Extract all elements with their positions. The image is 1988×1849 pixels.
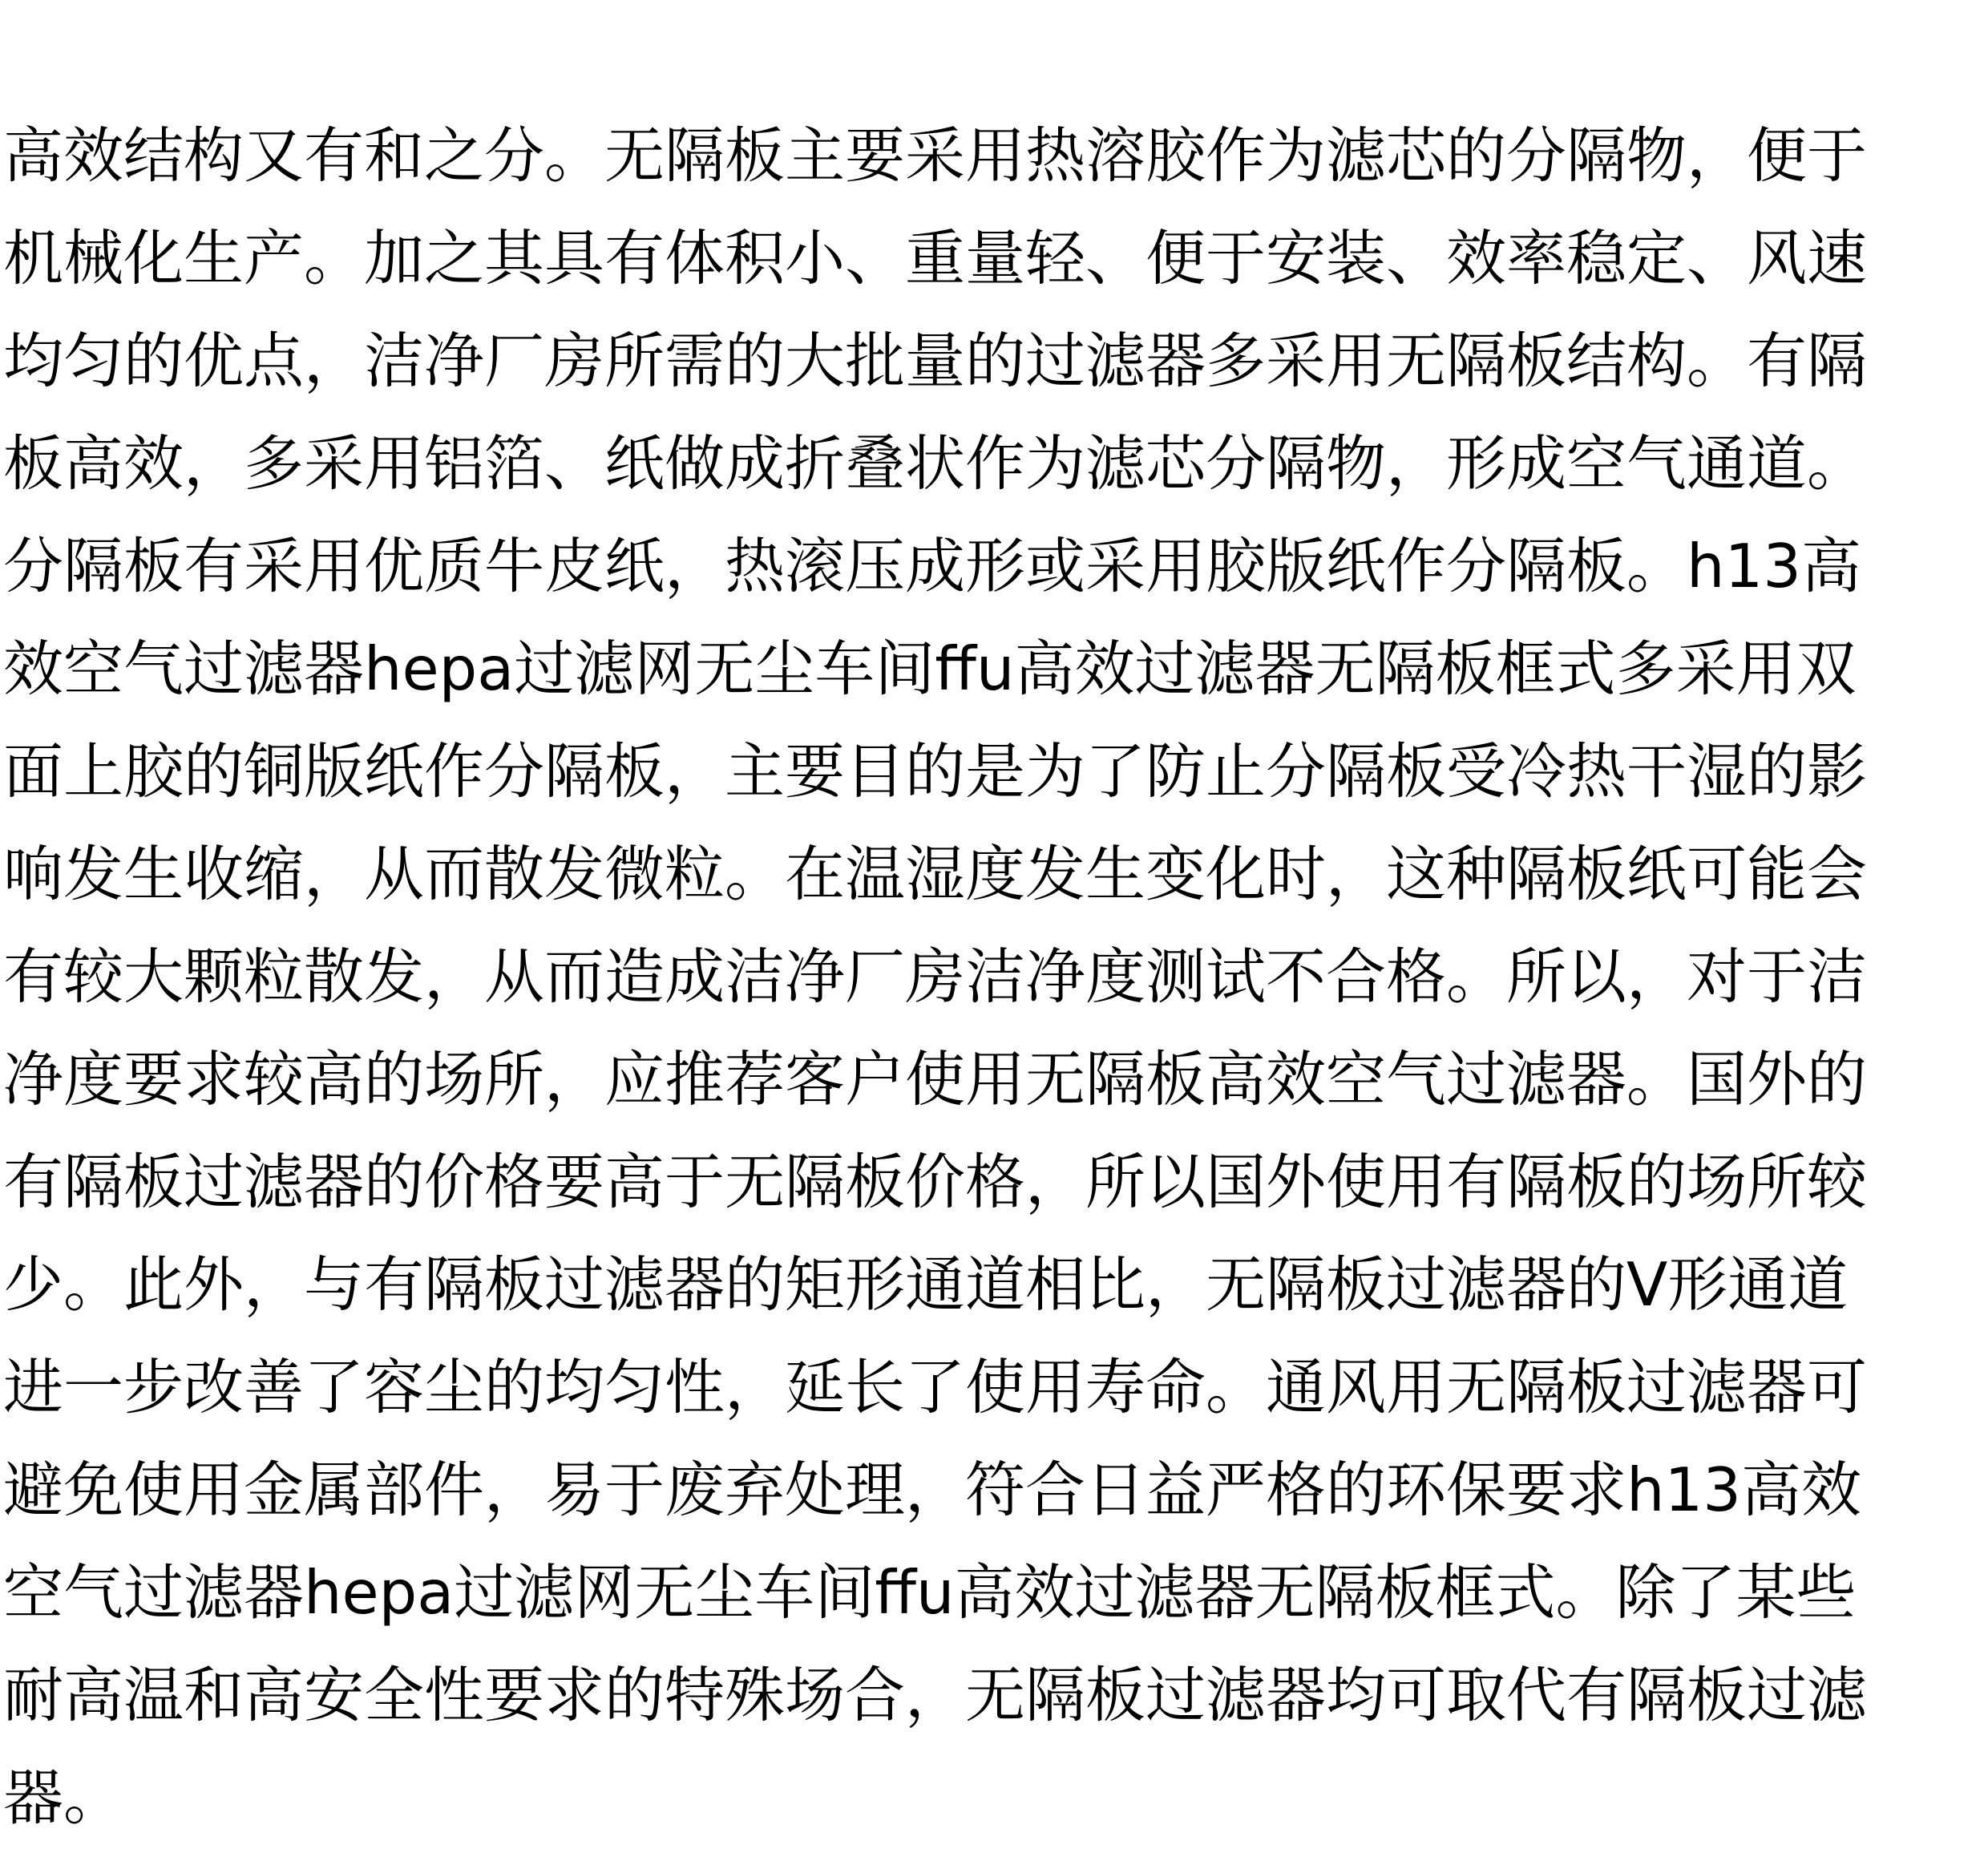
text-line: 机械化生产。加之其具有体积小、重量轻、便于安装、效率稳定、风速: [3, 223, 1868, 293]
text-line: 器。: [3, 1762, 124, 1833]
text-line: 净度要求较高的场所，应推荐客户使用无隔板高效空气过滤器。国外的: [3, 1044, 1868, 1115]
text-line: 面上胶的铜版纸作分隔板，主要目的是为了防止分隔板受冷热干湿的影: [3, 736, 1868, 807]
text-line: 少。此外，与有隔板过滤器的矩形通道相比，无隔板过滤器的V形通道: [3, 1249, 1849, 1320]
text-line: 均匀的优点，洁净厂房所需的大批量的过滤器多采用无隔板结构。有隔: [3, 326, 1868, 396]
text-line: 效空气过滤器hepa过滤网无尘车间ffu高效过滤器无隔板框式多采用双: [3, 633, 1857, 704]
text-line: 高效结构又有和之分。无隔板主要采用热溶胶作为滤芯的分隔物，便于: [3, 120, 1868, 191]
text-line: 耐高温和高安全性要求的特殊场合，无隔板过滤器均可取代有隔板过滤: [3, 1660, 1868, 1730]
text-line: 响发生收缩，从而散发微粒。在温湿度发生变化时，这种隔板纸可能会: [3, 839, 1868, 909]
text-line: 进一步改善了容尘的均匀性，延长了使用寿命。通风用无隔板过滤器可: [3, 1352, 1868, 1422]
text-line: 有隔板过滤器的价格要高于无隔板价格，所以国外使用有隔板的场所较: [3, 1147, 1868, 1217]
text-line: 分隔板有采用优质牛皮纸，热滚压成形或采用胶版纸作分隔板。h13高: [3, 531, 1861, 601]
text-line: 有较大颗粒散发，从而造成洁净厂房洁净度测试不合格。所以，对于洁: [3, 941, 1868, 1012]
text-line: 避免使用金属部件，易于废弃处理，符合日益严格的环保要求h13高效: [3, 1455, 1861, 1525]
body-text: [3, 104, 1985, 1849]
text-line: 板高效，多采用铝箔、纸做成折叠状作为滤芯分隔物，形成空气通道。: [3, 428, 1868, 499]
text-line: 空气过滤器hepa过滤网无尘车间ffu高效过滤器无隔板框式。除了某些: [3, 1557, 1857, 1628]
